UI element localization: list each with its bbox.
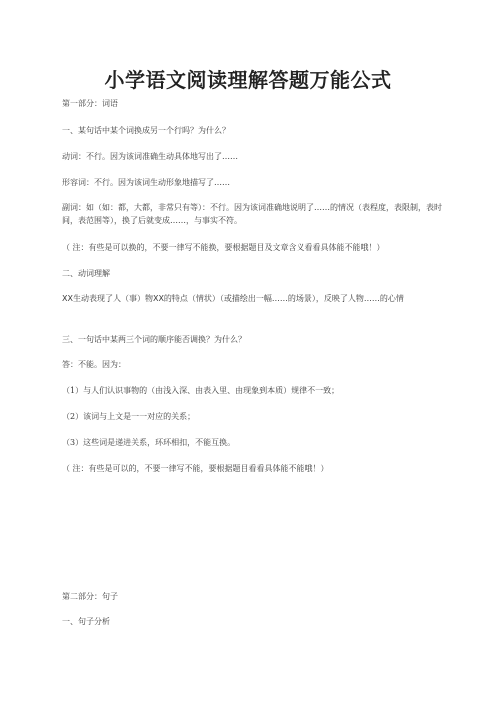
document-title: 小学语文阅读理解答题万能公式	[104, 68, 392, 92]
note-paragraph: （ 注：有些是可以的，不要一律写不能，要根据题目看看具体能不能哦！）	[62, 464, 329, 473]
question-heading: 三、一句话中某两三个词的顺序能否调换？为什么？	[62, 335, 246, 344]
answer-list-item: （2）该词与上文是一一对应的关系；	[62, 412, 196, 421]
answer-list-item: （1）与人们认识事物的（由浅入深、由表入里、由现象到本质）规律不一致；	[62, 386, 340, 395]
answer-line-adjective: 形容词：不行。因为该词生动形象地描写了……	[62, 178, 230, 187]
answer-line: 答：不能。因为：	[62, 360, 126, 369]
question-heading: 一、句子分析	[62, 617, 110, 626]
answer-list-item: （3）这些词是递进关系，环环相扣，不能互换。	[62, 438, 236, 447]
question-heading: 二、动词理解	[62, 269, 110, 278]
note-paragraph: （ 注：有些是可以换的，不要一律写不能换，要根据题目及文章含义看看具体能不能哦！）	[62, 243, 385, 252]
answer-paragraph: XX生动表现了人（事）物XX的特点（情状）（或描绘出一幅……的场景），反映了人物……的心情	[62, 294, 404, 303]
section-heading-part2: 第二部分：句子	[62, 592, 118, 601]
answer-paragraph-adverb: 副词：如（如：都，大都，非常只有等）：不行。因为该词准确地说明了……的情况（表程度，表限制，表时间，表范围等），换了后就变成……，与事实不符。	[62, 203, 442, 225]
section-heading-part1: 第一部分：词语	[62, 99, 118, 108]
question-heading: 一、某句话中某个词换成另一个行吗？为什么？	[62, 126, 230, 135]
answer-line-verb: 动词：不行。因为该词准确生动具体地写出了……	[62, 152, 238, 161]
